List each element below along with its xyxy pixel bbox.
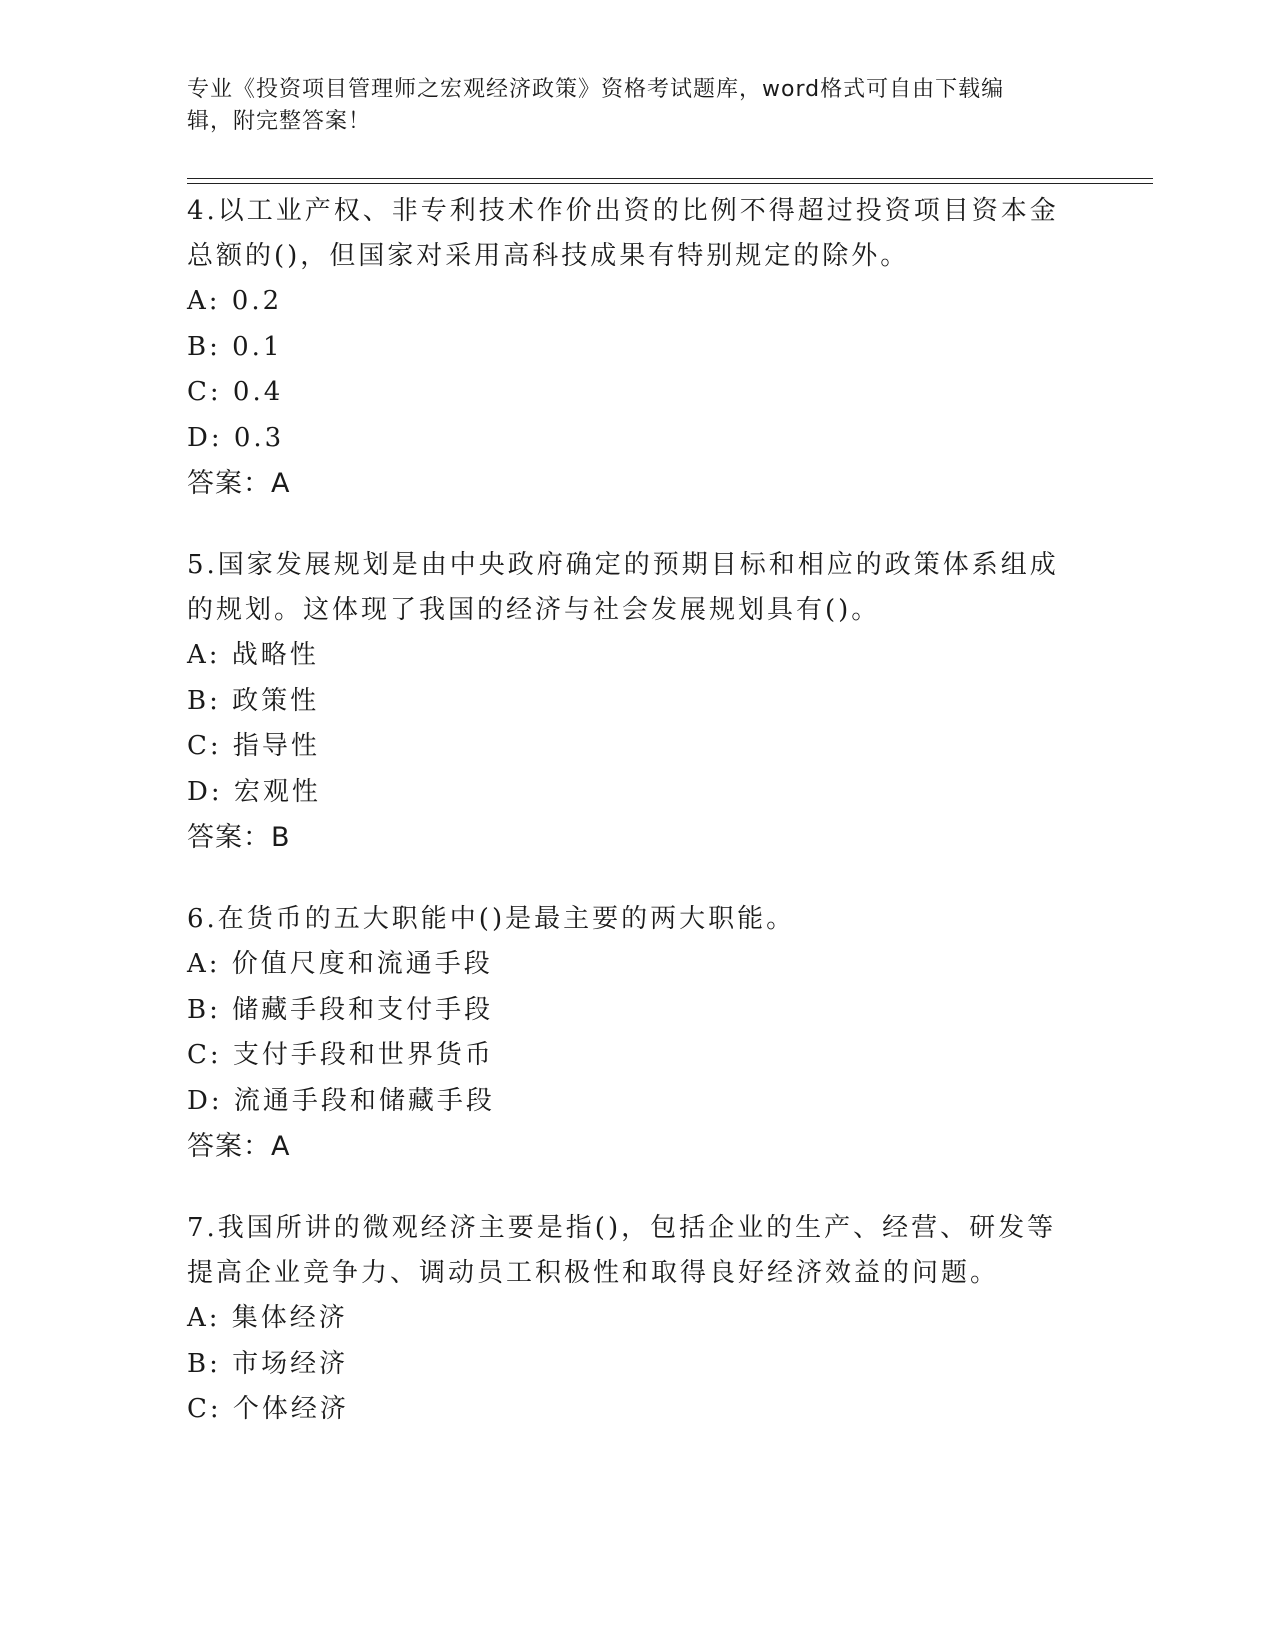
header-divider-top bbox=[187, 178, 1153, 179]
option-b: B: 政策性 bbox=[187, 685, 320, 716]
question-5 bbox=[187, 543, 1087, 860]
option-a: A: 价值尺度和流通手段 bbox=[187, 949, 493, 979]
stem-line: 7.我国所讲的微观经济主要是指()，包括企业的生产、经营、研发等 bbox=[187, 1213, 1057, 1243]
option-c: C: 0.4 bbox=[187, 377, 284, 407]
option-c: C: 个体经济 bbox=[187, 1394, 349, 1424]
header-line-1: 专业《投资项目管理师之宏观经济政策》资格考试题库，word格式可自由下载编 bbox=[187, 77, 1005, 102]
option-a: A: 集体经济 bbox=[187, 1303, 348, 1333]
question-4 bbox=[187, 189, 1087, 506]
option-d: D: 0.3 bbox=[187, 422, 285, 453]
option-c: C: 支付手段和世界货币 bbox=[187, 1040, 494, 1070]
question-6 bbox=[187, 897, 1087, 1169]
stem-line: 6.在货币的五大职能中()是最主要的两大职能。 bbox=[187, 904, 796, 934]
option-b: B: 市场经济 bbox=[187, 1348, 349, 1379]
stem-line: 总额的()，但国家对采用高科技成果有特别规定的除外。 bbox=[187, 241, 910, 271]
question-list bbox=[187, 189, 1087, 1470]
document-header bbox=[187, 74, 1067, 138]
question-7 bbox=[187, 1206, 1087, 1433]
header-line-2: 辑，附完整答案！ bbox=[187, 109, 372, 134]
stem-line: 4.以工业产权、非专利技术作价出资的比例不得超过投资项目资本金 bbox=[187, 196, 1059, 226]
option-c: C: 指导性 bbox=[187, 731, 320, 761]
question-stem bbox=[187, 543, 1087, 633]
stem-line: 的规划。这体现了我国的经济与社会发展规划具有()。 bbox=[187, 595, 881, 625]
option-a: A: 战略性 bbox=[187, 640, 319, 670]
stem-line: 提高企业竞争力、调动员工积极性和取得良好经济效益的问题。 bbox=[187, 1258, 1000, 1288]
option-b: B: 储藏手段和支付手段 bbox=[187, 994, 494, 1025]
header-divider-bottom bbox=[187, 183, 1153, 184]
answer: 答案：A bbox=[187, 1131, 291, 1162]
question-stem bbox=[187, 1206, 1087, 1296]
stem-line: 5.国家发展规划是由中央政府确定的预期目标和相应的政策体系组成 bbox=[187, 550, 1059, 580]
option-d: D: 流通手段和储藏手段 bbox=[187, 1085, 495, 1116]
option-a: A: 0.2 bbox=[187, 286, 283, 316]
answer: 答案：A bbox=[187, 468, 291, 499]
answer: 答案：B bbox=[187, 822, 291, 853]
question-stem bbox=[187, 189, 1087, 279]
question-stem bbox=[187, 897, 1087, 942]
option-d: D: 宏观性 bbox=[187, 776, 321, 807]
option-b: B: 0.1 bbox=[187, 331, 283, 362]
